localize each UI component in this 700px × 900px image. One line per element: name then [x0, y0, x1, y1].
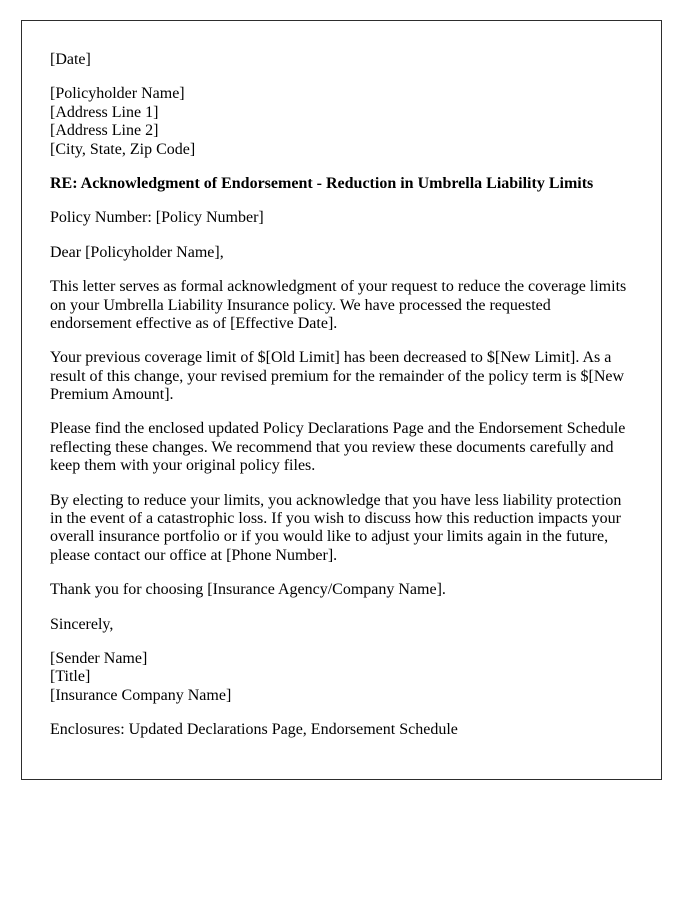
sender-company-line: [Insurance Company Name] — [50, 686, 232, 704]
signature-block — [50, 650, 633, 705]
salutation: Dear [Policyholder Name], — [50, 243, 224, 261]
body-paragraph-4: By electing to reduce your limits, you acknowledge that you have less liability protection in the event of a catastrophic loss. If you wish to discuss how this reduction impacts your overall insurance portfolio or if you would like to adjust your limits again in the future, please contact our office at [Phone Number]. — [50, 491, 622, 564]
letter-page — [21, 20, 662, 780]
closing-line: Sincerely, — [50, 615, 114, 633]
enclosures-line: Enclosures: Updated Declarations Page, Endorsement Schedule — [50, 721, 458, 739]
recipient-address-block — [50, 85, 633, 159]
recipient-address-line-2: [Address Line 2] — [50, 122, 159, 140]
sender-name-line: [Sender Name] — [50, 649, 148, 667]
policy-number-line: Policy Number: [Policy Number] — [50, 209, 264, 227]
recipient-address-line-1: [Address Line 1] — [50, 103, 159, 121]
subject-line: RE: Acknowledgment of Endorsement - Reduction in Umbrella Liability Limits — [50, 174, 594, 192]
sender-title-line: [Title] — [50, 668, 91, 686]
recipient-city-state-zip-line: [City, State, Zip Code] — [50, 140, 196, 158]
date-line: [Date] — [50, 51, 91, 68]
body-paragraph-2: Your previous coverage limit of $[Old Limit] has been decreased to $[New Limit]. As a result of this change, your revised premium for the remainder of the policy term is $[New Premium Amount]. — [50, 349, 625, 404]
body-paragraph-3: Please find the enclosed updated Policy Declarations Page and the Endorsement Schedule reflecting these changes. We recommend that you review these documents carefully and keep them with your original policy files. — [50, 420, 626, 475]
body-paragraph-5: Thank you for choosing [Insurance Agency/Company Name]. — [50, 581, 446, 599]
body-paragraph-1: This letter serves as formal acknowledgment of your request to reduce the coverage limits on your Umbrella Liability Insurance policy. We have processed the requested endorsement effective as of [Effective Date]. — [50, 278, 627, 332]
recipient-name-line: [Policyholder Name] — [50, 85, 185, 103]
